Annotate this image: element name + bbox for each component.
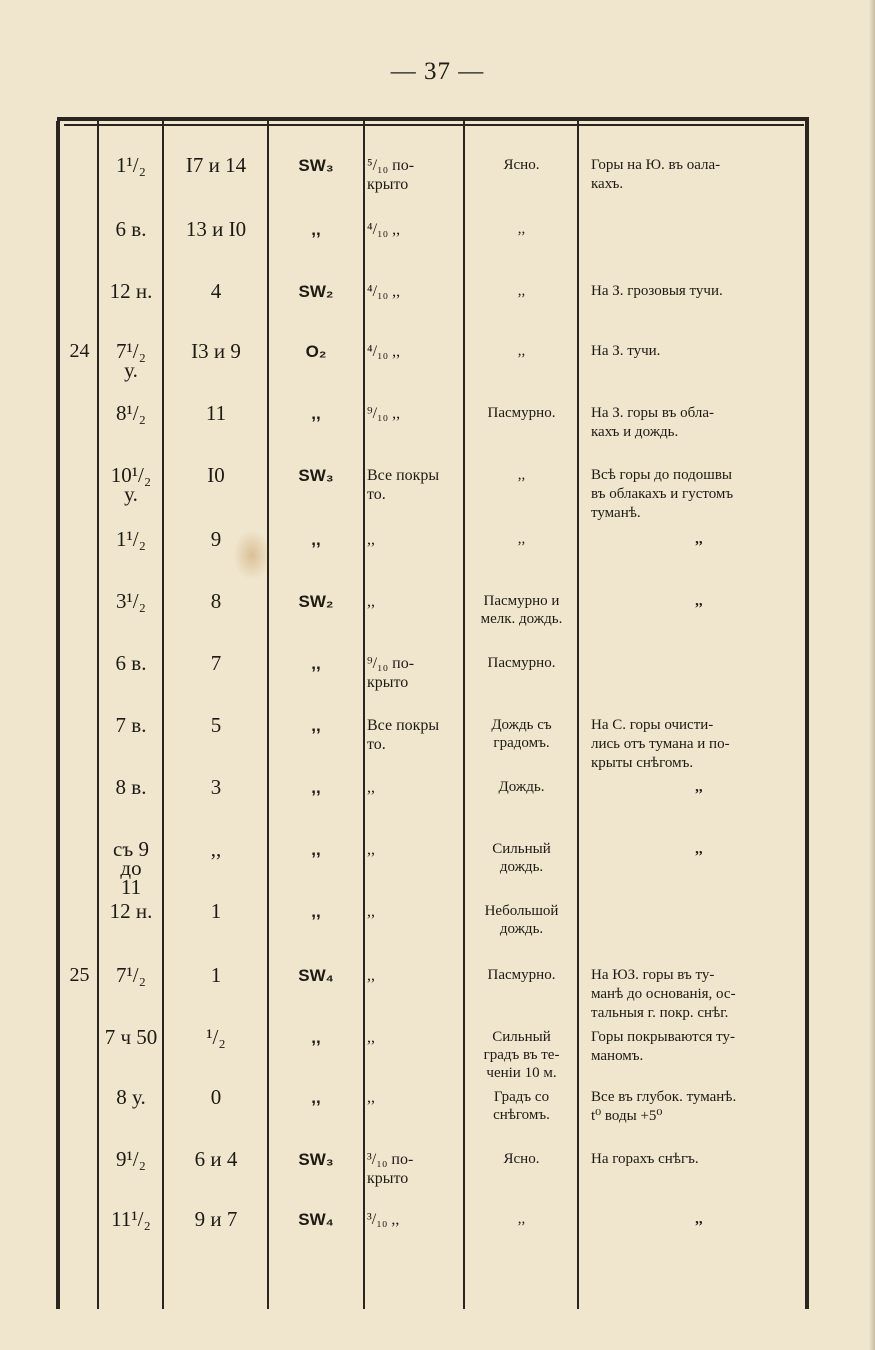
wind-cell: SW₃	[298, 466, 334, 485]
cloudiness-cell: ⁴/₁₀ ,,	[367, 283, 401, 300]
sky-condition-cell: ,,	[517, 531, 526, 547]
time-cell: 7 в.	[115, 713, 147, 737]
remarks-cell: ,,	[695, 531, 704, 547]
remarks-cell: ,,	[695, 841, 704, 857]
remarks-cell: ,,	[695, 779, 704, 795]
time-cell: 1¹/₂	[116, 527, 146, 551]
temperature-cell: 1	[210, 963, 222, 987]
sky-condition-cell: Дождь съ градомъ.	[491, 717, 552, 751]
cloudiness-cell: ,,	[367, 593, 375, 610]
wind-cell: SW₃	[298, 156, 334, 175]
wind-cell: SW₃	[298, 1150, 334, 1169]
temperature-cell: ¹/₂	[206, 1025, 226, 1049]
temperature-cell: 9 и 7	[194, 1207, 238, 1231]
time-cell: 8 в.	[115, 775, 147, 799]
cloudiness-cell: ,,	[367, 779, 375, 796]
time-cell: 12 н.	[109, 899, 153, 923]
wind-cell: ,,	[311, 1088, 321, 1107]
wind-cell: ,,	[311, 654, 321, 673]
cloudiness-cell: ,,	[367, 841, 375, 858]
cloudiness-cell: ,,	[367, 1089, 375, 1106]
time-cell: 6 в.	[115, 217, 147, 241]
wind-cell: ,,	[311, 716, 321, 735]
temperature-cell: 3	[210, 775, 222, 799]
wind-cell: O₂	[305, 342, 327, 361]
remarks-cell: ,,	[695, 593, 704, 609]
column-divider-cloud	[463, 121, 465, 1309]
temperature-cell: I3 и 9	[191, 339, 241, 363]
sky-condition-cell: Ясно.	[503, 1151, 540, 1167]
time-cell: 10¹/₂ у.	[110, 463, 152, 506]
time-cell: 7 ч 50	[104, 1025, 158, 1049]
temperature-cell: 0	[210, 1085, 222, 1109]
cloudiness-cell: ³/₁₀ ,,	[367, 1211, 400, 1228]
cloudiness-cell: ⁹/₁₀ по- крыто	[367, 655, 415, 691]
sky-condition-cell: Сильный дождь.	[492, 841, 551, 875]
sky-condition-cell: Пасмурно.	[487, 967, 556, 983]
time-cell: 9¹/₂	[116, 1147, 146, 1171]
cloudiness-cell: Все покры то.	[367, 717, 440, 753]
sky-condition-cell: Небольшой дождь.	[484, 903, 559, 937]
sky-condition-cell: Градъ со снѣгомъ.	[493, 1089, 550, 1123]
wind-cell: SW₂	[298, 282, 334, 301]
time-cell: 7¹/₂ у.	[116, 339, 146, 382]
remarks-cell: На ЮЗ. горы въ ту- манѣ до основанія, ос- тальныя г. покр. снѣг.	[591, 967, 736, 1021]
temperature-cell: 7	[210, 651, 222, 675]
table-top-rule	[57, 117, 809, 121]
temperature-cell: I0	[207, 463, 225, 487]
column-divider-temp	[267, 121, 269, 1309]
time-cell: 8¹/₂	[116, 401, 146, 425]
sky-condition-cell: ,,	[517, 283, 526, 299]
sky-condition-cell: Ясно.	[503, 157, 540, 173]
time-cell: 8 у.	[116, 1085, 146, 1109]
wind-cell: ,,	[311, 840, 321, 859]
time-cell: 3¹/₂	[116, 589, 146, 613]
wind-cell: SW₄	[298, 966, 334, 985]
wind-cell: ,,	[311, 404, 321, 423]
cloudiness-cell: ,,	[367, 1029, 375, 1046]
temperature-cell: 11	[205, 401, 227, 425]
temperature-cell: I7 и 14	[185, 153, 247, 177]
cloudiness-cell: ,,	[367, 967, 375, 984]
temperature-cell: 1	[210, 899, 222, 923]
cloudiness-cell: ⁵/₁₀ по- крыто	[367, 157, 415, 193]
sky-condition-cell: ,,	[517, 1211, 526, 1227]
temperature-cell: 9	[210, 527, 222, 551]
wind-cell: SW₄	[298, 1210, 334, 1229]
sky-condition-cell: Дождь.	[498, 779, 545, 795]
temperature-cell: 6 и 4	[194, 1147, 238, 1171]
sky-condition-cell: ,,	[517, 221, 526, 237]
column-divider-time	[162, 121, 164, 1309]
remarks-cell: Горы покрываются ту- маномъ.	[591, 1029, 736, 1064]
temperature-cell: 8	[210, 589, 222, 613]
table-top-rule-inner	[64, 124, 804, 126]
cloudiness-cell: ,,	[367, 903, 375, 920]
time-cell: съ 9 до 11	[113, 837, 149, 899]
column-divider-wind	[363, 121, 365, 1309]
wind-cell: ,,	[311, 1028, 321, 1047]
sky-condition-cell: ,,	[517, 467, 526, 483]
wind-cell: SW₂	[298, 592, 334, 611]
remarks-cell: На З. горы въ обла- кахъ и дождь.	[591, 405, 714, 440]
temperature-cell: 13 и I0	[185, 217, 247, 241]
temperature-cell: 4	[210, 279, 222, 303]
remarks-cell: Горы на Ю. въ оала- кахъ.	[591, 157, 721, 192]
sky-condition-cell: Пасмурно и мелк. дождь.	[480, 593, 563, 627]
remarks-cell: На З. тучи.	[591, 343, 661, 359]
column-divider-sky	[577, 121, 579, 1309]
temperature-cell: 5	[210, 713, 222, 737]
time-cell: 12 н.	[109, 279, 153, 303]
time-cell: 11¹/₂	[111, 1207, 151, 1231]
remarks-cell: ,,	[695, 1211, 704, 1227]
cloudiness-cell: ⁴/₁₀ ,,	[367, 221, 401, 238]
sky-condition-cell: ,,	[517, 343, 526, 359]
wind-cell: ,,	[311, 902, 321, 921]
remarks-cell: Всѣ горы до подошвы въ облакахъ и густомъ туманѣ.	[591, 467, 734, 521]
day-number: 25	[69, 964, 90, 986]
cloudiness-cell: ⁹/₁₀ ,,	[367, 405, 401, 422]
column-divider-day	[97, 121, 99, 1309]
time-cell: 1¹/₂	[116, 153, 146, 177]
day-number: 24	[69, 340, 90, 362]
remarks-cell: На С. горы очисти- лись отъ тумана и по- крыты снѣгомъ.	[591, 717, 730, 771]
cloudiness-cell: ⁴/₁₀ ,,	[367, 343, 401, 360]
wind-cell: ,,	[311, 778, 321, 797]
remarks-cell: Все въ глубок. туманѣ. t⁰ воды +5⁰	[591, 1089, 737, 1124]
wind-cell: ,,	[311, 220, 321, 239]
cloudiness-cell: ³/₁₀ по- крыто	[367, 1151, 414, 1187]
cloudiness-cell: Все покры то.	[367, 467, 440, 503]
wind-cell: ,,	[311, 530, 321, 549]
sky-condition-cell: Сильный градъ въ те- ченіи 10 м.	[483, 1029, 560, 1081]
cloudiness-cell: ,,	[367, 531, 375, 548]
time-cell: 6 в.	[115, 651, 147, 675]
table-left-border	[56, 121, 60, 1309]
remarks-cell: На З. грозовыя тучи.	[591, 283, 723, 299]
temperature-cell: ,,	[210, 837, 222, 861]
page-edge-shadow	[869, 0, 875, 1350]
time-cell: 7¹/₂	[116, 963, 146, 987]
sky-condition-cell: Пасмурно.	[487, 405, 556, 421]
page-number: — 37 —	[390, 58, 485, 85]
remarks-cell: На горахъ снѣгъ.	[591, 1151, 699, 1167]
sky-condition-cell: Пасмурно.	[487, 655, 556, 671]
